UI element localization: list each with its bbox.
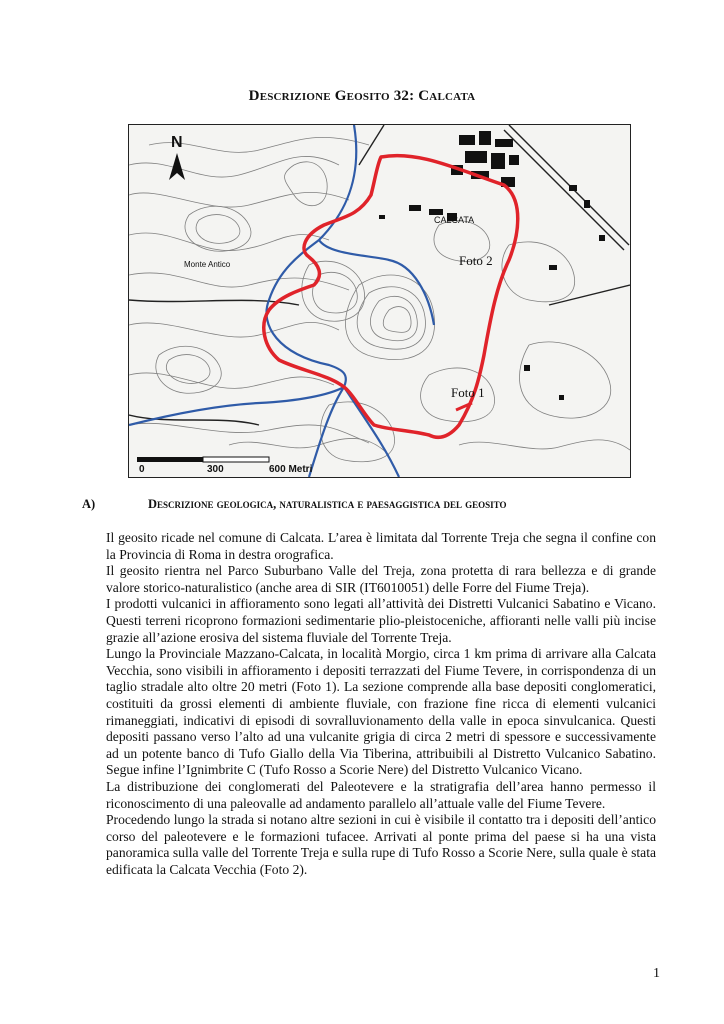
page-number: 1: [653, 966, 660, 981]
section-heading: Descrizione geologica, naturalistica e paesaggistica del geosito: [148, 497, 507, 511]
paragraph: Procedendo lungo la strada si notano altre sezioni in cui è visibile il contatto tra i depositi dell’antico corso del paleotevere e le formazioni tufacee. Arrivati al ponte prima del paese si ha una vista panoramica sulla valle del Torrente Treja e sulla rupe di Tufo Rosso a Scorie Nere, sulla quale è stata edificata la Calcata Vecchia (Foto 2).: [106, 812, 656, 877]
photo-label-foto1: Foto 1: [451, 385, 485, 400]
body-text: [106, 530, 656, 878]
place-label-calcata: CALCATA: [434, 215, 475, 225]
section-letter: A): [82, 497, 96, 511]
section-header: [82, 497, 642, 515]
place-label-monte-antico: Monte Antico: [184, 260, 231, 269]
scale-label-600: 600 Metri: [269, 464, 313, 475]
paragraph: Lungo la Provinciale Mazzano-Calcata, in località Morgio, circa 1 km prima di arrivare alla Calcata Vecchia, sono visibili in affioramento i depositi terrazzati del Fiume Tevere, in corrispondenza di un taglio stradale alto oltre 20 metri (Foto 1). La sezione comprende alla base depositi conglomeratici, costituiti da grossi elementi di ambiente fluviale, con frazione fine ricca di elementi vulcanici rimaneggiati, indicativi di episodi di sovralluvionamento della valle in epoca sinvulcanica. Questi depositi passano verso l’alto ad una vulcanite grigia di circa 2 metri di spessore e successivamente ad un potente banco di Tufo Giallo della Via Tiberina, attribuibili al Distretto Vulcanico Sabatino. Segue infine l’Ignimbrite C (Tufo Rosso a Scorie Nere) del Distretto Vulcanico Vicano.: [106, 646, 656, 778]
photo-label-foto2: Foto 2: [459, 253, 493, 268]
paragraph: Il geosito ricade nel comune di Calcata. L’area è limitata dal Torrente Treja che segna il confine con la Provincia di Roma in destra orografica.: [106, 530, 656, 562]
paragraph: Il geosito rientra nel Parco Suburbano Valle del Treja, zona protetta di rara bellezza e di grande valore storico-naturalistico (anche area di SIR (IT6010051) delle Forre del Fiume Treja).: [106, 563, 656, 595]
paragraph: I prodotti vulcanici in affioramento sono legati all’attività dei Distretti Vulcanici Sabatino e Vicano. Questi terreni ricoprono formazioni sedimentarie plio-pleistoceniche, affioranti nelle valli più incise grazie all’azione erosiva del sistema fluviale del Torrente Treja.: [106, 596, 656, 645]
geosite-map: [128, 124, 631, 478]
scale-label-300: 300: [207, 464, 224, 475]
page-title: Descrizione Geosito 32: Calcata: [248, 88, 476, 104]
paragraph: La distribuzione dei conglomerati del Paleotevere e la stratigrafia dell’area hanno permesso il riconoscimento di una paleovalle ad andamento parallelo all’attuale valle del Fiume Tevere.: [106, 778, 656, 811]
scale-label-0: 0: [139, 464, 145, 475]
north-label: N: [171, 134, 183, 151]
scale-bar: [137, 457, 313, 475]
